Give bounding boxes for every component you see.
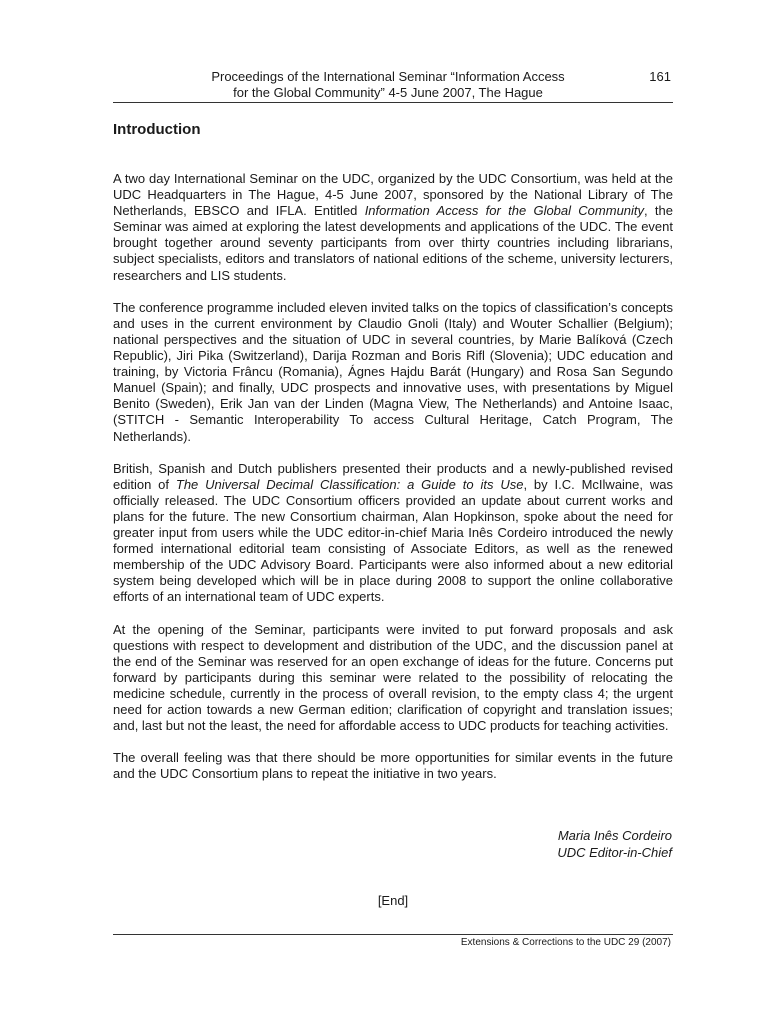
running-head-title-line1: Proceedings of the International Seminar “Information Access bbox=[211, 69, 565, 84]
paragraph-1-part-a: A two day International Seminar on the UDC, organized by the UDC Consortium, was held at the UDC Headquarters in The Hague, 4-5 June 2007, sponsored by the National Library of The Netherlands, EBSCO and IFLA. Entitled bbox=[113, 171, 673, 219]
paragraph-1-part-b: , the Seminar was aimed at exploring the latest developments and applications of the UDC. The event brought together around seventy participants from over thirty countries including librarians, subject specialists, editors and translators of national editions of the scheme, university lecturers, researchers and LIS students. bbox=[113, 203, 673, 283]
running-head-title-line2: for the Global Community” 4-5 June 2007, The Hague bbox=[233, 85, 543, 100]
paragraph-3-italic-title: The Universal Decimal Classification: a Guide to its Use bbox=[175, 476, 524, 492]
signature-block bbox=[557, 828, 672, 861]
running-head-title bbox=[113, 69, 673, 101]
paragraph-1-italic-title: Information Access for the Global Community bbox=[364, 203, 645, 219]
footer-text: Extensions & Corrections to the UDC 29 (2007) bbox=[460, 937, 671, 948]
page-number: 161 bbox=[649, 69, 671, 84]
paragraph-1 bbox=[113, 171, 673, 284]
signature-role: UDC Editor-in-Chief bbox=[557, 844, 672, 860]
paragraph-3-part-a: British, Spanish and Dutch publishers presented their products and a newly-published revised edition of bbox=[113, 460, 673, 492]
paragraph-3 bbox=[113, 461, 673, 606]
signature-name: Maria Inês Cordeiro bbox=[557, 828, 672, 843]
end-mark: [End] bbox=[377, 893, 409, 908]
document-page bbox=[113, 0, 673, 1024]
paragraph-4: At the opening of the Seminar, participants were invited to put forward proposals and ask questions with respect to development and distribution of the UDC, and the discussion panel at the end of the Seminar was reserved for an open exchange of ideas for the future. Concerns put forward by participants during this seminar were related to the possibility of relocating the medicine schedule, currently in the process of overall revision, to the empty class 4; the urgent need for action towards a new German edition; clarification of copyright and translation issues; and, last but not the least, the need for affordable access to UDC products for teaching activities. bbox=[113, 621, 673, 734]
section-title: Introduction bbox=[113, 121, 201, 138]
footer-rule bbox=[113, 934, 673, 935]
paragraph-3-part-b: , by I.C. McIlwaine, was officially released. The UDC Consortium officers provided an update about current works and plans for the future. The new Consortium chairman, Alan Hopkinson, spoke about the need for greater input from users while the UDC editor-in-chief Maria Inês Cordeiro introduced the newly formed international editorial team consisting of Associate Editors, as well as the renewed membership of the UDC Advisory Board. Participants were also informed about a new editorial system being developed which will be in place during 2008 to support the online collaborative efforts of an international team of UDC experts. bbox=[113, 476, 673, 605]
paragraph-5: The overall feeling was that there should be more opportunities for similar events in the future and the UDC Consortium plans to repeat the initiative in two years. bbox=[113, 750, 673, 782]
header-rule bbox=[113, 102, 673, 103]
running-head bbox=[113, 69, 673, 103]
paragraph-2: The conference programme included eleven invited talks on the topics of classification’s concepts and uses in the current environment by Claudio Gnoli (Italy) and Wouter Schallier (Belgium); national perspectives and the situation of UDC in several countries, by Marie Balíková (Czech Republic), Jiri Pika (Switzerland), Darija Rozman and Boris Rifl (Slovenia); UDC education and training, by Victoria Frâncu (Romania), Ágnes Hajdu Barát (Hungary) and Rosa San Segundo Manuel (Spain); and finally, UDC prospects and innovative uses, with presentations by Miguel Benito (Sweden), Erik Jan van der Linden (Magna View, The Netherlands) and Antoine Isaac, (STITCH - Semantic Interoperability To access Cultural Heritage, Catch Program, The Netherlands). bbox=[113, 299, 673, 444]
body-text bbox=[113, 171, 673, 799]
